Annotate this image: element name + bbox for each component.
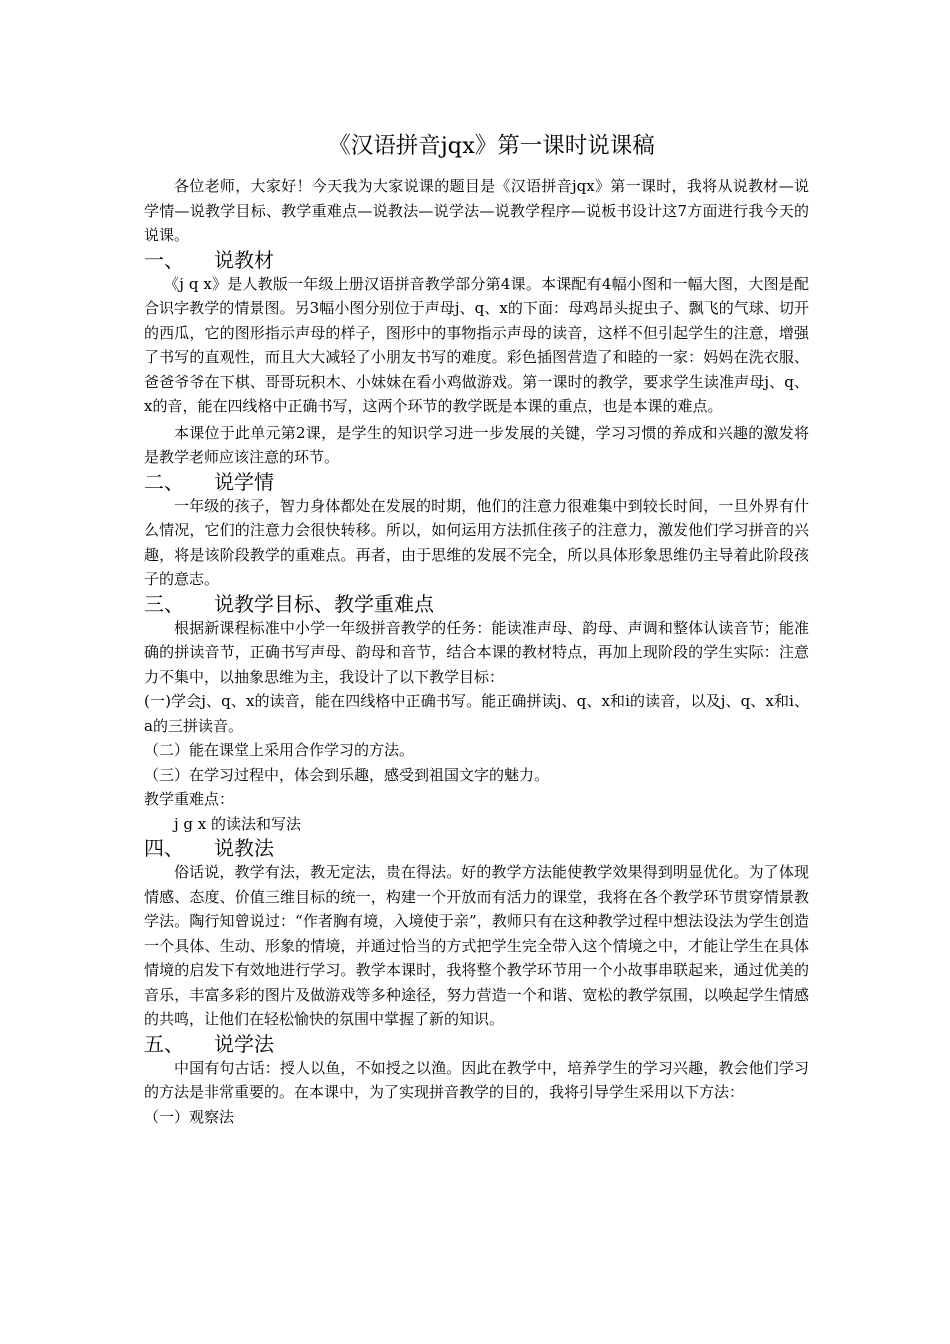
key-points-label: 教学重难点：	[144, 790, 235, 808]
section-heading-4	[144, 836, 809, 860]
goal-item: （二）能在课堂上采用合作学习的方法。	[144, 741, 415, 759]
section-heading-5	[144, 1032, 809, 1056]
key-points-text: j g x 的读法和写法	[174, 814, 302, 833]
section-number: 四、	[144, 836, 184, 860]
section-title: 说教法	[214, 836, 274, 860]
section-title: 说学情	[214, 469, 274, 494]
section-number: 三、	[144, 591, 184, 616]
section-number: 五、	[144, 1031, 184, 1056]
paragraph: 根据新课程标准中小学一年级拼音教学的任务：能读准声母、韵母、声调和整体认读音节；能准确的拼读音节，正确书写声母、韵母和音节，结合本课的教材特点，再加上现阶段的学生实际：注意力不集中，以抽象思维为主，我设计了以下教学目标：	[144, 618, 809, 686]
document-page	[144, 128, 809, 1129]
section-title: 说教学目标、教学重难点	[214, 591, 434, 616]
document-title: 《汉语拼音jqx》第一课时说课稿	[328, 133, 655, 159]
section-heading-3	[144, 592, 809, 616]
paragraph: 俗话说，教学有法，教无定法，贵在得法。好的教学方法能使教学效果得到明显优化。为了体现情感、态度、价值三维目标的统一，构建一个开放而有活力的课堂，我将在各个教学环节贯穿情景教学法。陶行知曾说过：“作者胸有境，入境使于亲”，教师只有在这种教学过程中想法设法为学生创造一个具体、生动、形象的情境，并通过恰当的方式把学生完全带入这个情境之中，才能让学生在具体情境的启发下有效地进行学习。教学本课时，我将整个教学环节用一个小故事串联起来，通过优美的音乐，丰富多彩的图片及做游戏等多种途径，努力营造一个和谐、宽松的教学氛围，以唤起学生情感的共鸣，让他们在轻松愉快的氛围中掌握了新的知识。	[144, 863, 809, 1028]
section-number: 一、	[144, 247, 184, 272]
goal-item: (一)学会j、q、x的读音，能在四线格中正确书写。能正确拼读j、q、x和i的读音，以及j、q、x和i、a的三拼读音。	[144, 692, 809, 735]
section-heading-2	[144, 470, 809, 494]
section-heading-1	[144, 248, 809, 272]
paragraph: 《j q x》是人教版一年级上册汉语拼音教学部分第4课。本课配有4幅小图和一幅大图，大图是配合识字教学的情景图。另3幅小图分别位于声母j、q、x的下面：母鸡昂头捉虫子、飘飞的气球、切开的西瓜，它的图形指示声母的样子，图形中的事物指示声母的读音，这样不但引起学生的注意，增强了书写的直观性，而且大大减轻了小朋友书写的难度。彩色插图营造了和睦的一家：妈妈在洗衣服、爸爸爷爷在下棋、哥哥玩积木、小妹妹在看小鸡做游戏。第一课时的教学，要求学生读准声母j、q、x的音，能在四线格中正确书写，这两个环节的教学既是本课的重点，也是本课的难点。	[144, 274, 809, 415]
goal-item: （三）在学习过程中，体会到乐趣，感受到祖国文字的魅力。	[144, 765, 550, 784]
paragraph: 本课位于此单元第2课，是学生的知识学习进一步发展的关键，学习习惯的养成和兴趣的激发将是教学老师应该注意的环节。	[144, 423, 809, 466]
method-item: （一）观察法	[144, 1107, 235, 1126]
section-title: 说教材	[214, 247, 274, 272]
paragraph: 一年级的孩子，智力身体都处在发展的时期，他们的注意力很难集中到较长时间，一旦外界有什么情况，它们的注意力会很快转移。所以，如何运用方法抓住孩子的注意力，激发他们学习拼音的兴趣，将是该阶段教学的重难点。再者，由于思维的发展不完全，所以具体形象思维仍主导着此阶段孩子的意志。	[144, 496, 809, 588]
intro-paragraph: 各位老师，大家好！今天我为大家说课的题目是《汉语拼音jqx》第一课时，我将从说教材—说学情—说教学目标、教学重难点—说教法—说学法—说教学程序—说板书设计这7方面进行我今天的说课。	[144, 177, 809, 244]
section-title: 说学法	[214, 1031, 274, 1056]
section-number: 二、	[144, 469, 184, 494]
paragraph: 中国有句古话：授人以鱼，不如授之以渔。因此在教学中，培养学生的学习兴趣，教会他们学习的方法是非常重要的。在本课中，为了实现拼音教学的目的，我将引导学生采用以下方法：	[144, 1058, 809, 1101]
